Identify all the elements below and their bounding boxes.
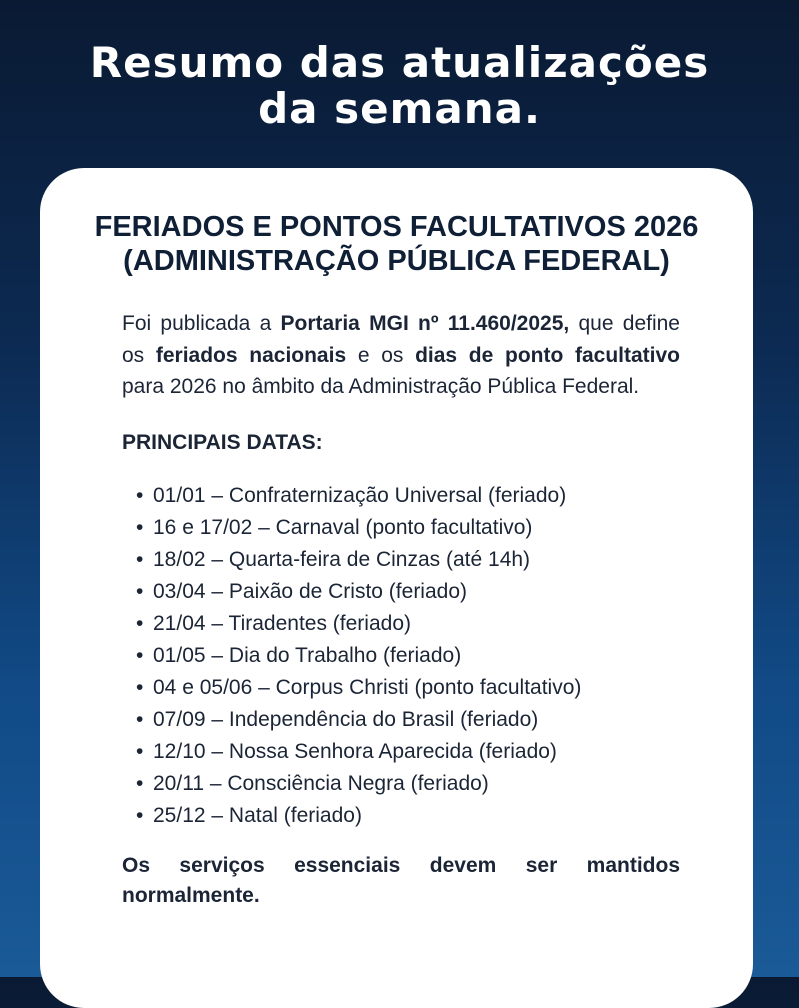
bullet-icon: • [136,611,144,635]
page-title-line-1: Resumo das atualizações [89,38,710,87]
card-title-line-2: (ADMINISTRAÇÃO PÚBLICA FEDERAL) [123,245,670,277]
date-entry: 01/05 – Dia do Trabalho (feriado) [153,643,462,667]
card-title-line-1: FERIADOS E PONTOS FACULTATIVOS 2026 [94,211,699,243]
content-card [40,168,753,1008]
list-item [136,800,680,832]
dates-list [122,480,680,832]
list-item [136,736,680,768]
bullet-icon: • [136,803,144,827]
bullet-icon: • [136,515,144,539]
bullet-icon: • [136,739,144,763]
list-item [136,608,680,640]
date-entry: 03/04 – Paixão de Cristo (feriado) [153,579,468,603]
section-title: PRINCIPAIS DATAS: [122,430,323,454]
bullet-icon: • [136,707,144,731]
intro-text-2: que define os [122,312,680,367]
list-item [136,544,680,576]
list-item [136,512,680,544]
closing-note: Os serviços essenciais devem ser mantidos normalmente. [122,853,680,907]
page-title-line-2: da semana. [258,84,541,133]
date-entry: 25/12 – Natal (feriado) [153,803,362,827]
list-item [136,480,680,512]
ponto-facultativo-text: dias de ponto facultativo [415,343,680,367]
portaria-reference: Portaria MGI nº 11.460/2025, [280,312,570,335]
list-item [136,640,680,672]
intro-text-1: Foi publicada a [122,312,281,335]
feriados-nacionais-text: feriados nacionais [155,343,347,367]
date-entry: 07/09 – Independência do Brasil (feriado) [153,707,539,731]
list-item [136,576,680,608]
card-title [40,210,753,278]
bullet-icon: • [136,579,144,603]
date-entry: 12/10 – Nossa Senhora Aparecida (feriado) [153,739,557,763]
page-title [0,40,799,132]
date-entry: 21/04 – Tiradentes (feriado) [153,611,411,635]
bullet-icon: • [136,643,144,667]
date-entry: 20/11 – Consciência Negra (feriado) [153,771,489,795]
intro-text-3: e os [346,343,416,367]
bullet-icon: • [136,483,144,507]
date-entry: 04 e 05/06 – Corpus Christi (ponto facultativo) [153,675,582,699]
bullet-icon: • [136,771,144,795]
date-entry: 01/01 – Confraternização Universal (feriado) [153,483,567,507]
list-item [136,768,680,800]
intro-paragraph [122,308,680,403]
list-item [136,704,680,736]
intro-text-4: para 2026 no âmbito da Administração Pública Federal. [122,375,640,398]
card-content [122,308,680,911]
list-item [136,672,680,704]
bullet-icon: • [136,547,144,571]
date-entry: 18/02 – Quarta-feira de Cinzas (até 14h) [153,547,531,571]
date-entry: 16 e 17/02 – Carnaval (ponto facultativo) [153,515,533,539]
bullet-icon: • [136,675,144,699]
